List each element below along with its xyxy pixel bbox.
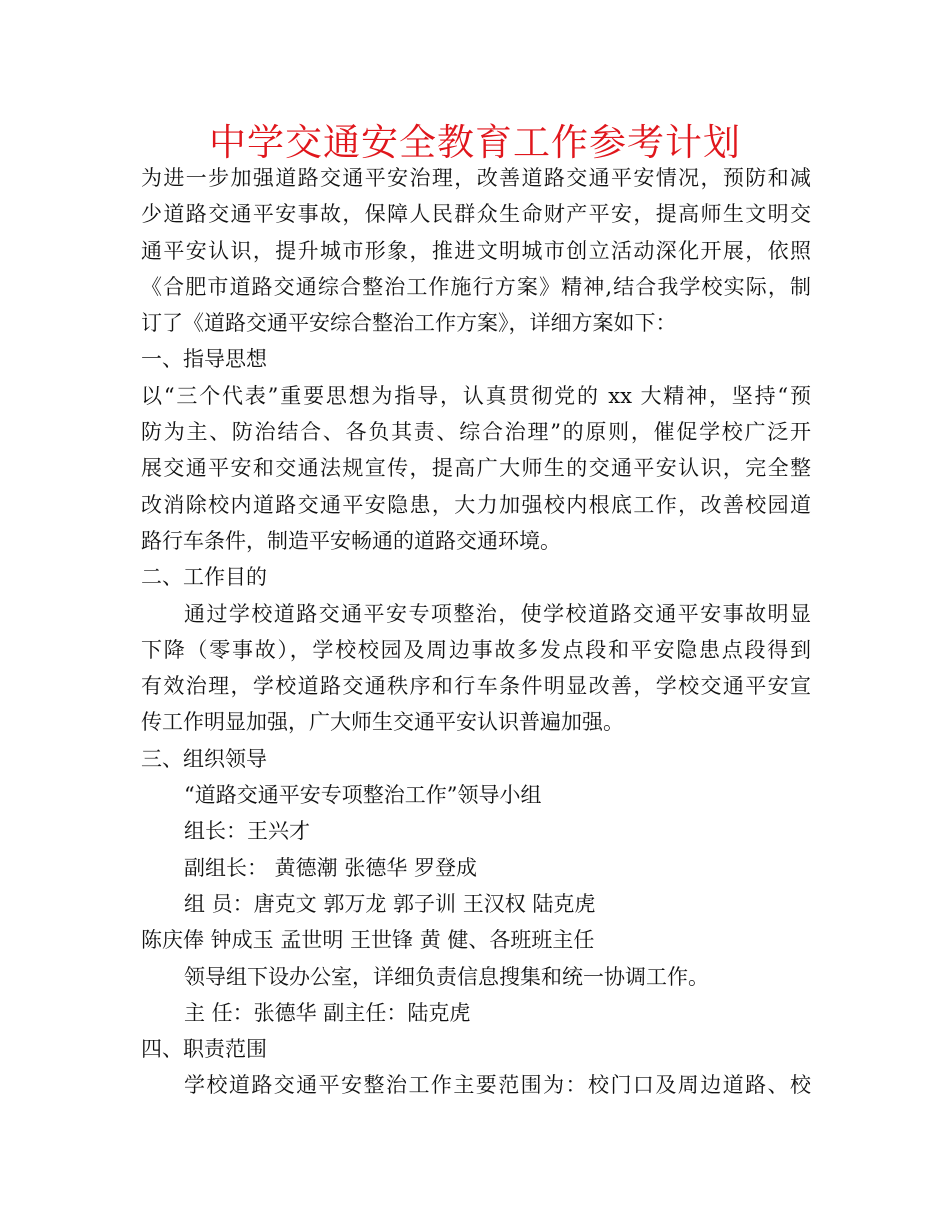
body-line: 展交通平安和交通法规宣传，提高广大师生的交通平安认识，完全整 (141, 456, 811, 481)
body-line: 防为主、防治结合、各负其责、综合治理”的原则，催促学校广泛开 (141, 420, 811, 445)
body-line: 领导组下设办公室，详细负责信息搜集和统一协调工作。 (184, 964, 709, 989)
body-line: 为进一步加强道路交通平安治理，改善道路交通平安情况，预防和减 (141, 166, 811, 190)
body-line: 下降（零事故），学校校园及周边事故多发点段和平安隐患点段得到 (141, 637, 811, 662)
body-line: 订了《道路交通平安综合整治工作方案》，详细方案如下： (141, 311, 677, 336)
body-line: 通平安认识，提升城市形象，推进文明城市创立活动深化开展，依照 (141, 238, 811, 263)
body-line: 陈庆俸 钟成玉 孟世明 王世锋 黄 健、各班班主任 (141, 928, 595, 953)
body-line: “道路交通平安专项整治工作”领导小组 (184, 783, 542, 808)
section-heading: 一、指导思想 (141, 347, 267, 372)
body-line: 主 任：张德华 副主任：陆克虎 (184, 1000, 471, 1025)
section-heading: 四、职责范围 (141, 1037, 267, 1062)
section-heading: 二、工作目的 (141, 565, 267, 590)
body-line: 改消除校内道路交通平安隐患，大力加强校内根底工作，改善校园道 (141, 492, 811, 517)
body-line: 有效治理，学校道路交通秩序和行车条件明显改善，学校交通平安宣 (141, 674, 811, 699)
body-line: 少道路交通平安事故，保障人民群众生命财产平安，提高师生文明交 (141, 202, 811, 227)
document-title: 中学交通安全教育工作参考计划 (209, 121, 741, 164)
body-line: 学校道路交通平安整治工作主要范围为：校门口及周边道路、校 (184, 1073, 811, 1098)
body-line: 通过学校道路交通平安专项整治，使学校道路交通平安事故明显 (184, 601, 811, 626)
body-line: 传工作明显加强，广大师生交通平安认识普遍加强。 (141, 710, 624, 735)
body-line: 副组长： 黄德潮 张德华 罗登成 (184, 855, 478, 880)
document-body (141, 160, 811, 1104)
body-line: 路行车条件，制造平安畅通的道路交通环境。 (141, 528, 561, 553)
body-line: 组长：王兴才 (184, 819, 310, 844)
body-line: 《合肥市道路交通综合整治工作施行方案》精神,结合我学校实际，制 (141, 274, 811, 299)
section-heading: 三、组织领导 (141, 746, 267, 771)
body-line: 以“三个代表”重要思想为指导，认真贯彻党的 xx 大精神，坚持“预 (141, 383, 811, 408)
body-line: 组 员：唐克文 郭万龙 郭子训 王汉权 陆克虎 (184, 891, 596, 916)
